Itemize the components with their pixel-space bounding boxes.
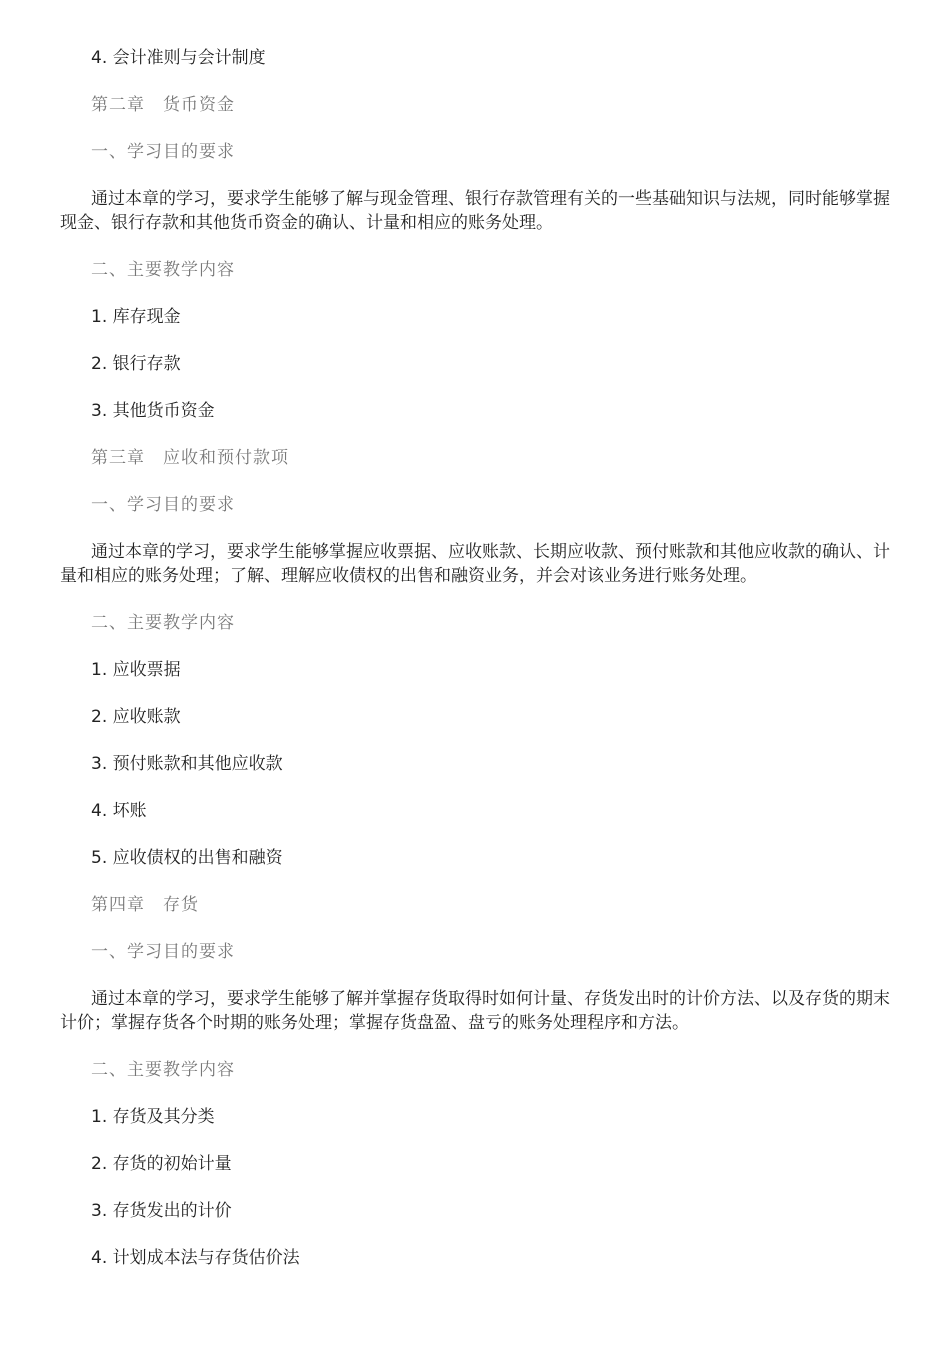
list-item: 1. 应收票据: [91, 660, 181, 680]
list-item: 3. 其他货币资金: [91, 401, 215, 421]
section-heading: 二、主要教学内容: [91, 613, 235, 633]
paragraph: 通过本章的学习，要求学生能够了解与现金管理、银行存款管理有关的一些基础知识与法规，同时能够掌握现金、银行存款和其他货币资金的确认、计量和相应的账务处理。: [60, 189, 890, 233]
list-item: 1. 存货及其分类: [91, 1107, 215, 1127]
list-item: 2. 应收账款: [91, 707, 181, 727]
list-item: 2. 银行存款: [91, 354, 181, 374]
section-heading: 一、学习目的要求: [91, 495, 235, 515]
paragraph: 通过本章的学习，要求学生能够掌握应收票据、应收账款、长期应收款、预付账款和其他应收款的确认、计量和相应的账务处理；了解、理解应收债权的出售和融资业务，并会对该业务进行账务处理。: [60, 542, 890, 586]
list-item: 2. 存货的初始计量: [91, 1154, 232, 1174]
list-item: 5. 应收债权的出售和融资: [91, 848, 283, 868]
section-heading: 一、学习目的要求: [91, 142, 235, 162]
chapter-heading: 第四章 存货: [91, 895, 199, 915]
paragraph: 通过本章的学习，要求学生能够了解并掌握存货取得时如何计量、存货发出时的计价方法、以及存货的期末计价；掌握存货各个时期的账务处理；掌握存货盘盈、盘亏的账务处理程序和方法。: [60, 989, 890, 1033]
list-item: 4. 坏账: [91, 801, 147, 821]
list-item: 3. 预付账款和其他应收款: [91, 754, 283, 774]
list-item: 4. 会计准则与会计制度: [91, 48, 266, 68]
chapter-heading: 第三章 应收和预付款项: [91, 448, 289, 468]
list-item: 3. 存货发出的计价: [91, 1201, 232, 1221]
list-item: 4. 计划成本法与存货估价法: [91, 1248, 300, 1268]
section-heading: 二、主要教学内容: [91, 260, 235, 280]
chapter-heading: 第二章 货币资金: [91, 95, 235, 115]
list-item: 1. 库存现金: [91, 307, 181, 327]
section-heading: 二、主要教学内容: [91, 1060, 235, 1080]
section-heading: 一、学习目的要求: [91, 942, 235, 962]
